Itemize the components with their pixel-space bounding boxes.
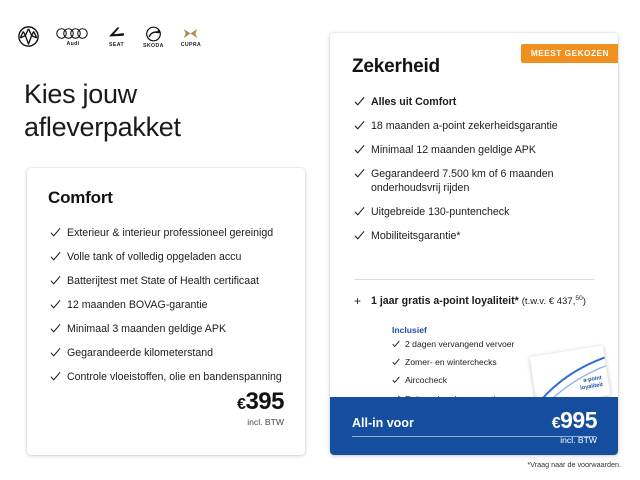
list-item [354,143,598,157]
most-chosen-badge: MEEST GEKOZEN [521,44,618,63]
zekerheid-feature-list [354,95,598,254]
comfort-package-card[interactable] [27,168,305,455]
comfort-card-title: Comfort [48,188,113,207]
list-item [50,346,284,360]
comfort-price-value: 395 [245,388,284,415]
check-icon [354,206,365,217]
zekerheid-package-card[interactable] [330,33,618,455]
currency-symbol: € [237,396,246,413]
list-item [50,274,284,288]
check-icon [50,347,61,358]
list-item-label: Gegarandeerd 7.500 km of 6 maanden onderhoudsvrij rijden [371,168,554,195]
list-item [354,229,598,243]
loyalty-value-suffix: ) [582,296,586,308]
list-item [354,205,598,219]
check-icon [50,371,61,382]
check-icon [392,340,400,348]
seat-logo-label: SEAT [108,42,125,48]
check-icon [354,96,365,107]
comfort-feature-list [50,226,284,395]
list-item [50,250,284,264]
check-icon [50,251,61,262]
allin-label: All-in voor [352,416,414,430]
list-item [392,339,542,350]
loyalty-offer-value [522,296,586,307]
zekerheid-price-footer [330,397,618,455]
list-item-label: 18 maanden a-point zekerheidsgarantie [371,120,558,133]
list-item-label: 12 maanden BOVAG-garantie [67,299,208,312]
comfort-price [237,388,284,427]
list-item [392,357,542,368]
list-item-label: Batterijtest met State of Health certificaat [67,275,259,288]
check-icon [50,275,61,286]
check-icon [354,230,365,241]
list-item-label: Mobiliteitsgarantie* [371,230,461,243]
plus-icon: + [354,294,362,308]
list-item [50,226,284,240]
check-icon [392,376,400,384]
list-item-label: Alles uit Comfort [371,96,457,108]
list-item-label: Aircocheck [405,375,448,386]
audi-logo-label: Audi [66,41,80,47]
list-item-label: 2 dagen vervangend vervoer [405,339,515,349]
page-title-line2: afleverpakket [24,112,181,143]
check-icon [50,299,61,310]
list-item-label: Gegarandeerde kilometerstand [67,347,214,360]
vw-logo [18,26,39,48]
seat-logo [107,26,126,48]
list-item [50,298,284,312]
currency-symbol: € [551,415,561,432]
list-item-label: Minimaal 12 maanden geldige APK [371,144,536,157]
zekerheid-card-title: Zekerheid [352,56,440,77]
list-item [354,119,598,133]
list-item-label: Minimaal 3 maanden geldige APK [67,323,227,336]
list-item [50,322,284,336]
zekerheid-price-value: 995 [560,407,597,433]
loyalty-card-line1: a-point [582,375,603,384]
zekerheid-price-amount [552,407,597,434]
list-item-label: Controle vloeistoffen, olie en bandenspanning [67,371,282,384]
page-title [24,78,314,145]
page-title-line1: Kies jouw [24,79,137,109]
comfort-price-vat: incl. BTW [247,417,284,427]
loyalty-value-prefix: (t.w.v. € 437, [521,296,576,308]
list-item-label: Exterieur & interieur professioneel gereinigd [67,227,274,239]
loyalty-value-cents: 50 [575,295,583,302]
footnote: *Vraag naar de voorwaarden. [527,460,621,469]
list-item-label: Volle tank of volledig opgeladen accu [67,251,242,264]
skoda-logo-label: SKODA [143,42,164,49]
zekerheid-price-vat: incl. BTW [560,435,597,445]
check-icon [50,323,61,334]
check-icon [50,227,61,238]
check-icon [354,144,365,155]
brand-logo-bar [18,22,201,52]
skoda-logo [143,26,164,49]
cupra-logo-label: CUPRA [180,42,202,48]
loyalty-offer-label: 1 jaar gratis a-point loyaliteit* [371,295,519,308]
list-item [50,370,284,384]
loyalty-offer-row [354,295,618,307]
divider [354,279,594,280]
cupra-logo [181,26,201,48]
audi-logo [56,27,90,47]
comfort-price-amount [237,388,284,416]
list-item [354,95,598,109]
list-item [354,167,598,195]
check-icon [392,358,400,366]
inclusief-label: Inclusief [392,325,427,335]
check-icon [354,120,365,131]
loyalty-card-line2: loyaliteit [579,382,604,392]
list-item-label: Uitgebreide 130-puntencheck [371,206,510,219]
list-item [392,375,542,386]
check-icon [354,168,365,179]
list-item-label: Zomer- en winterchecks [405,357,497,368]
